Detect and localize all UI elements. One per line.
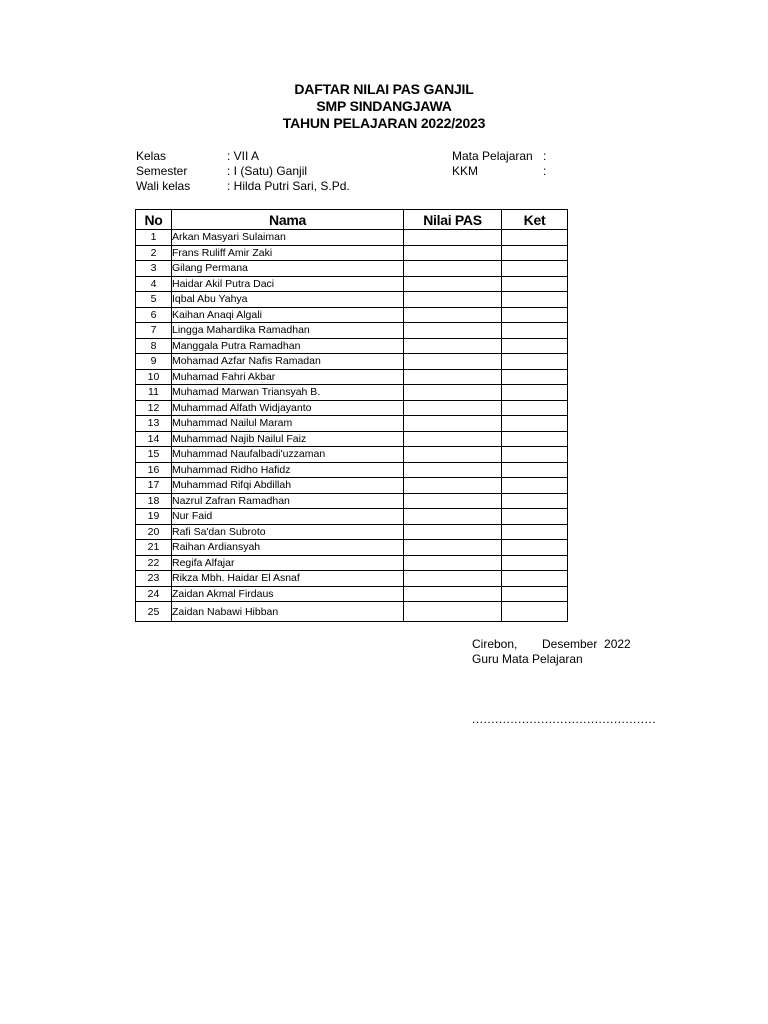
table-row [136, 431, 568, 447]
cell-no: 22 [136, 555, 172, 571]
info-value: : [543, 164, 547, 178]
cell-ket [502, 602, 568, 622]
cell-nama: Zaidan Nabawi Hibban [172, 602, 404, 622]
cell-nilai-pas [404, 261, 502, 277]
cell-no: 25 [136, 602, 172, 622]
title-line-3: TAHUN PELAJARAN 2022/2023 [282, 115, 486, 131]
cell-nama: Muhammad Najib Nailul Faiz [172, 431, 404, 447]
cell-ket [502, 493, 568, 509]
table-row [136, 230, 568, 246]
info-value: : [543, 149, 547, 163]
info-row-kkm [452, 164, 572, 179]
title-line-1: DAFTAR NILAI PAS GANJIL [294, 81, 474, 97]
cell-ket [502, 586, 568, 602]
cell-nilai-pas [404, 602, 502, 622]
cell-nilai-pas [404, 416, 502, 432]
cell-no: 9 [136, 354, 172, 370]
table-row [136, 555, 568, 571]
table-row [136, 540, 568, 556]
table-row [136, 462, 568, 478]
table-row [136, 509, 568, 525]
cell-no: 18 [136, 493, 172, 509]
info-label: Mata Pelajaran [452, 149, 533, 163]
cell-nama: Iqbal Abu Yahya [172, 292, 404, 308]
cell-nilai-pas [404, 540, 502, 556]
table-row [136, 524, 568, 540]
cell-nilai-pas [404, 586, 502, 602]
cell-ket [502, 524, 568, 540]
cell-ket [502, 276, 568, 292]
cell-ket [502, 447, 568, 463]
cell-nama: Muhammad Naufalbadi'uzzaman [172, 447, 404, 463]
header-ket: Ket [502, 210, 568, 230]
cell-ket [502, 462, 568, 478]
info-label: Wali kelas [136, 179, 191, 193]
cell-no: 13 [136, 416, 172, 432]
cell-nama: Rafi Sa'dan Subroto [172, 524, 404, 540]
cell-ket [502, 540, 568, 556]
cell-ket [502, 245, 568, 261]
cell-ket [502, 354, 568, 370]
cell-ket [502, 369, 568, 385]
cell-ket [502, 385, 568, 401]
cell-no: 7 [136, 323, 172, 339]
cell-nilai-pas [404, 400, 502, 416]
cell-nilai-pas [404, 447, 502, 463]
cell-nama: Frans Ruliff Amir Zaki [172, 245, 404, 261]
cell-nilai-pas [404, 276, 502, 292]
signature-line: ................................................ [472, 712, 657, 726]
cell-no: 4 [136, 276, 172, 292]
cell-nama: Gilang Permana [172, 261, 404, 277]
cell-nama: Manggala Putra Ramadhan [172, 338, 404, 354]
cell-nama: Muhamad Fahri Akbar [172, 369, 404, 385]
cell-nilai-pas [404, 245, 502, 261]
cell-no: 1 [136, 230, 172, 246]
cell-nilai-pas [404, 338, 502, 354]
cell-no: 14 [136, 431, 172, 447]
cell-ket [502, 416, 568, 432]
cell-nama: Muhammad Ridho Hafidz [172, 462, 404, 478]
cell-no: 6 [136, 307, 172, 323]
cell-ket [502, 478, 568, 494]
cell-nama: Kaihan Anaqi Algali [172, 307, 404, 323]
cell-ket [502, 307, 568, 323]
cell-ket [502, 509, 568, 525]
cell-nilai-pas [404, 431, 502, 447]
table-row [136, 307, 568, 323]
cell-no: 10 [136, 369, 172, 385]
signature-place-date [472, 637, 631, 652]
cell-nilai-pas [404, 478, 502, 494]
signature-role: Guru Mata Pelajaran [472, 652, 583, 666]
table-row [136, 385, 568, 401]
signature-date: Desember 2022 [542, 637, 631, 651]
cell-nilai-pas [404, 323, 502, 339]
cell-nama: Nur Faid [172, 509, 404, 525]
table-row [136, 447, 568, 463]
cell-nama: Muhamad Marwan Triansyah B. [172, 385, 404, 401]
cell-nilai-pas [404, 292, 502, 308]
cell-nama: Mohamad Azfar Nafis Ramadan [172, 354, 404, 370]
table-row [136, 493, 568, 509]
cell-no: 23 [136, 571, 172, 587]
table-row [136, 586, 568, 602]
table-row [136, 276, 568, 292]
cell-no: 17 [136, 478, 172, 494]
cell-ket [502, 338, 568, 354]
cell-nilai-pas [404, 571, 502, 587]
info-label: Semester [136, 164, 188, 178]
title-line-2: SMP SINDANGJAWA [316, 98, 452, 114]
info-label: Kelas [136, 149, 167, 163]
table-row [136, 323, 568, 339]
table-row [136, 292, 568, 308]
table-row [136, 478, 568, 494]
table-row [136, 416, 568, 432]
cell-no: 8 [136, 338, 172, 354]
table-header-row [136, 210, 568, 230]
cell-nama: Muhammad Alfath Widjayanto [172, 400, 404, 416]
table-row [136, 369, 568, 385]
cell-nama: Muhammad Nailul Maram [172, 416, 404, 432]
table-row [136, 261, 568, 277]
cell-nilai-pas [404, 555, 502, 571]
table-body [136, 230, 568, 622]
cell-nama: Zaidan Akmal Firdaus [172, 586, 404, 602]
cell-ket [502, 555, 568, 571]
document-title [0, 81, 768, 132]
cell-no: 20 [136, 524, 172, 540]
cell-no: 24 [136, 586, 172, 602]
info-row-wali-kelas [136, 179, 596, 194]
cell-nilai-pas [404, 230, 502, 246]
cell-nilai-pas [404, 307, 502, 323]
cell-no: 19 [136, 509, 172, 525]
cell-nama: Rikza Mbh. Haidar El Asnaf [172, 571, 404, 587]
cell-ket [502, 400, 568, 416]
cell-ket [502, 292, 568, 308]
subject-info [452, 149, 572, 179]
cell-ket [502, 571, 568, 587]
cell-no: 21 [136, 540, 172, 556]
signature-place: Cirebon, [472, 637, 518, 651]
table-row [136, 400, 568, 416]
cell-nilai-pas [404, 493, 502, 509]
cell-nilai-pas [404, 369, 502, 385]
grades-table [135, 209, 568, 622]
cell-no: 5 [136, 292, 172, 308]
cell-nilai-pas [404, 524, 502, 540]
cell-ket [502, 323, 568, 339]
cell-nama: Raihan Ardiansyah [172, 540, 404, 556]
signature-block [472, 637, 631, 667]
table-row [136, 602, 568, 622]
cell-ket [502, 230, 568, 246]
info-label: KKM [452, 164, 479, 178]
cell-no: 11 [136, 385, 172, 401]
cell-nilai-pas [404, 509, 502, 525]
cell-nama: Regifa Alfajar [172, 555, 404, 571]
cell-nama: Lingga Mahardika Ramadhan [172, 323, 404, 339]
table-row [136, 571, 568, 587]
header-nama: Nama [172, 210, 404, 230]
cell-nama: Nazrul Zafran Ramadhan [172, 493, 404, 509]
cell-nama: Arkan Masyari Sulaiman [172, 230, 404, 246]
cell-no: 16 [136, 462, 172, 478]
table-row [136, 338, 568, 354]
cell-no: 3 [136, 261, 172, 277]
table-row [136, 245, 568, 261]
info-value: : I (Satu) Ganjil [227, 164, 308, 178]
table-row [136, 354, 568, 370]
cell-no: 15 [136, 447, 172, 463]
header-no: No [136, 210, 172, 230]
info-value: : VII A [227, 149, 260, 163]
cell-nama: Muhammad Rifqi Abdillah [172, 478, 404, 494]
cell-nama: Haidar Akil Putra Daci [172, 276, 404, 292]
cell-nilai-pas [404, 462, 502, 478]
header-nilai-pas: Nilai PAS [404, 210, 502, 230]
cell-nilai-pas [404, 354, 502, 370]
cell-nilai-pas [404, 385, 502, 401]
cell-no: 12 [136, 400, 172, 416]
cell-ket [502, 261, 568, 277]
info-value: : Hilda Putri Sari, S.Pd. [227, 179, 350, 193]
cell-no: 2 [136, 245, 172, 261]
info-row-mata-pelajaran [452, 149, 572, 164]
cell-ket [502, 431, 568, 447]
